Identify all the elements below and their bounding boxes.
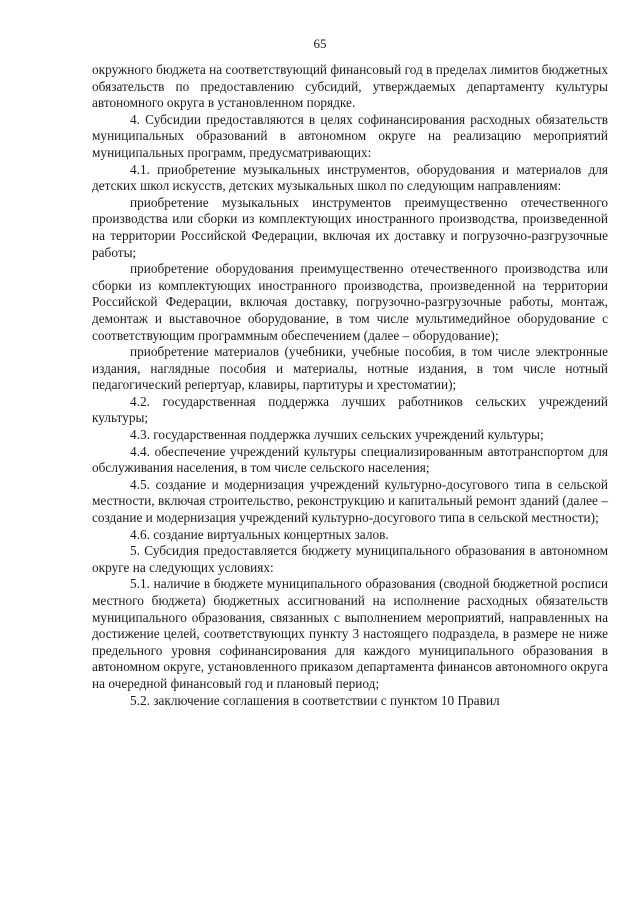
paragraph-5: 5. Субсидия предоставляется бюджету муниципального образования в автономном округе на следующих условиях: <box>92 543 608 575</box>
paragraph-instruments: приобретение музыкальных инструментов преимущественно отечественного производства или сборки из комплектующих иностранного производства, произведенной на территории Российской Федерации, включая их доставку и погрузочно-разгрузочные работы; <box>92 194 608 260</box>
paragraph-5-1: 5.1. наличие в бюджете муниципального образования (сводной бюджетной росписи местного бюджета) бюджетных ассигнований на исполнение расходных обязательств муниципального образования, связанных с выполнением мероприятий, направленных на достижение целей, соответствующих пункту 3 настоящего подраздела, в размере не ниже предельного уровня софинансирования для каждого муниципального образования в автономном округе, установленного приказом департамента финансов автономного округа на очередной финансовый год и плановый период; <box>92 576 608 691</box>
paragraph-4-5: 4.5. создание и модернизация учреждений культурно-досугового типа в сельской местности, включая строительство, реконструкцию и капитальный ремонт зданий (далее – создание и модернизация учреждений культурно-досугового типа в сельской местности); <box>92 476 608 526</box>
paragraph-equipment: приобретение оборудования преимущественно отечественного производства или сборки из комплектующих иностранного производства, произведенной на территории Российской Федерации, включая доставку, погрузочно-разгрузочные работы, монтаж, демонтаж и выставочное оборудование, в том числе мультимедийное оборудование с соответствующим программным обеспечением (далее – оборудование); <box>92 261 608 343</box>
paragraph-4: 4. Субсидии предоставляются в целях софинансирования расходных обязательств муниципальных образований в автономном округе на реализацию мероприятий муниципальных программ, предусматривающих: <box>92 111 608 160</box>
paragraph-4-3: 4.3. государственная поддержка лучших сельских учреждений культуры; <box>130 427 544 443</box>
paragraph-continuation: окружного бюджета на соответствующий финансовый год в пределах лимитов бюджетных обязательств по предоставлению субсидий, утверждаемых департаменту культуры автономного округа в установленном порядке. <box>92 62 608 111</box>
page-number: 65 <box>313 36 327 51</box>
paragraph-materials: приобретение материалов (учебники, учебные пособия, в том числе электронные издания, наглядные пособия и материалы, нотные издания, в том числе нотный педагогический репертуар, клавиры, партитуры и хрестоматии); <box>92 344 608 393</box>
paragraph-4-1: 4.1. приобретение музыкальных инструментов, оборудования и материалов для детских школ искусств, детских музыкальных школ по следующим направлениям: <box>92 161 608 194</box>
paragraph-4-2: 4.2. государственная поддержка лучших работников сельских учреждений культуры; <box>92 393 608 426</box>
paragraph-4-6: 4.6. создание виртуальных концертных залов. <box>130 526 389 542</box>
document-body <box>92 62 608 709</box>
paragraph-4-4: 4.4. обеспечение учреждений культуры специализированным автотранспортом для обслуживания населения, в том числе сельского населения; <box>92 443 608 476</box>
paragraph-5-2: 5.2. заключение соглашения в соответствии с пунктом 10 Правил <box>130 692 500 708</box>
